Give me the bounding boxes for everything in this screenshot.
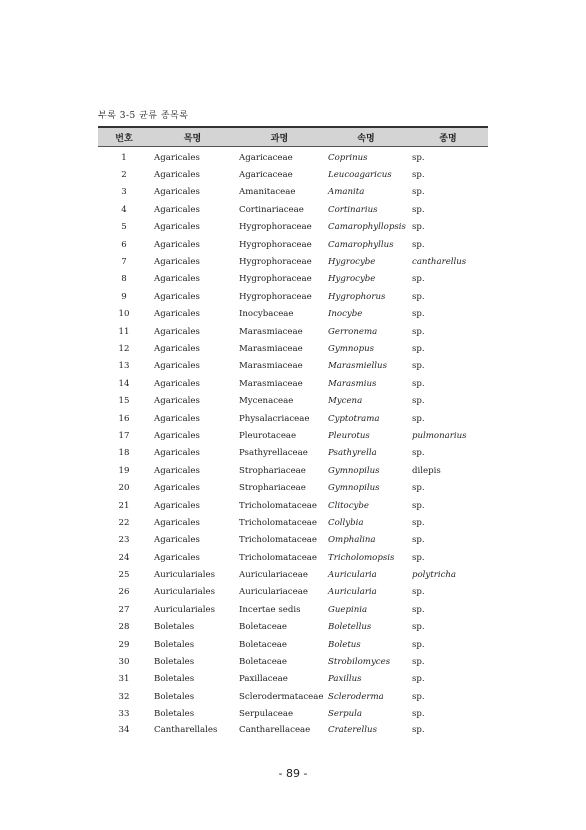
header-order: 목명 bbox=[183, 133, 202, 144]
cell-order: Boletales bbox=[154, 622, 195, 633]
cell-no: 22 bbox=[118, 517, 130, 528]
cell-genus: Psathyrella bbox=[328, 448, 377, 459]
cell-family: Boletaceae bbox=[239, 639, 288, 650]
table-row bbox=[98, 636, 488, 653]
cell-family: Psathyrellaceae bbox=[239, 448, 308, 459]
cell-family: Tricholomataceae bbox=[239, 535, 317, 546]
cell-no: 25 bbox=[118, 570, 130, 581]
cell-family: Auriculariaceae bbox=[239, 570, 308, 581]
cell-species: sp. bbox=[412, 413, 425, 424]
cell-order: Cantharellales bbox=[154, 724, 218, 735]
table-row bbox=[98, 462, 488, 479]
cell-genus: Paxillus bbox=[328, 674, 362, 685]
cell-genus: Gymnopilus bbox=[328, 465, 380, 476]
table-row bbox=[98, 358, 488, 375]
cell-species: sp. bbox=[412, 674, 425, 685]
cell-species: dilepis bbox=[412, 465, 441, 476]
cell-family: Hygrophoraceae bbox=[239, 257, 312, 268]
table-body bbox=[98, 147, 488, 737]
cell-family: Pleurotaceae bbox=[239, 430, 297, 441]
cell-family: Boletaceae bbox=[239, 657, 288, 668]
table-row bbox=[98, 601, 488, 618]
cell-genus: Coprinus bbox=[328, 152, 368, 163]
cell-species: sp. bbox=[412, 724, 425, 735]
cell-no: 18 bbox=[118, 448, 130, 459]
cell-genus: Strobilomyces bbox=[328, 657, 391, 668]
cell-genus: Auricularia bbox=[328, 587, 377, 598]
cell-order: Boletales bbox=[154, 657, 195, 668]
cell-genus: Omphalina bbox=[328, 535, 376, 546]
cell-genus: Craterellus bbox=[328, 724, 377, 735]
cell-no: 27 bbox=[118, 604, 130, 615]
table-row bbox=[98, 688, 488, 705]
cell-family: Strophariaceae bbox=[239, 465, 306, 476]
cell-order: Agaricales bbox=[154, 517, 200, 528]
cell-genus: Gymnopilus bbox=[328, 483, 380, 494]
cell-genus: Marasmius bbox=[328, 378, 377, 389]
cell-order: Boletales bbox=[154, 674, 195, 685]
cell-no: 29 bbox=[118, 639, 130, 650]
cell-no: 24 bbox=[118, 552, 130, 563]
cell-no: 11 bbox=[118, 326, 130, 337]
table-header bbox=[98, 126, 488, 147]
cell-genus: Gerronema bbox=[328, 326, 378, 337]
cell-species: sp. bbox=[412, 343, 425, 354]
cell-order: Agaricales bbox=[154, 465, 200, 476]
cell-species: sp. bbox=[412, 326, 425, 337]
cell-order: Boletales bbox=[154, 691, 195, 702]
table-row bbox=[98, 392, 488, 409]
cell-genus: Marasmiellus bbox=[328, 361, 387, 372]
cell-species: sp. bbox=[412, 657, 425, 668]
table-row bbox=[98, 166, 488, 183]
cell-no: 26 bbox=[118, 587, 130, 598]
cell-genus: Boletus bbox=[328, 639, 361, 650]
cell-family: Marasmiaceae bbox=[239, 378, 303, 389]
table-row bbox=[98, 479, 488, 496]
table-row bbox=[98, 445, 488, 462]
cell-no: 9 bbox=[121, 291, 127, 302]
cell-order: Boletales bbox=[154, 709, 195, 720]
table-row bbox=[98, 323, 488, 340]
table-row bbox=[98, 410, 488, 427]
cell-genus: Collybia bbox=[328, 517, 364, 528]
cell-genus: Amanita bbox=[328, 187, 365, 198]
cell-species: sp. bbox=[412, 152, 425, 163]
cell-genus: Serpula bbox=[328, 709, 362, 720]
cell-family: Cantharellaceae bbox=[239, 724, 311, 735]
table-row bbox=[98, 584, 488, 601]
cell-no: 5 bbox=[121, 222, 127, 233]
cell-genus: Guepinia bbox=[328, 604, 368, 615]
cell-no: 2 bbox=[121, 170, 127, 181]
cell-family: Agaricaceae bbox=[239, 170, 293, 181]
cell-species: sp. bbox=[412, 170, 425, 181]
cell-order: Agaricales bbox=[154, 378, 200, 389]
cell-order: Agaricales bbox=[154, 204, 200, 215]
cell-order: Agaricales bbox=[154, 430, 200, 441]
cell-species: sp. bbox=[412, 239, 425, 250]
cell-no: 8 bbox=[121, 274, 127, 285]
cell-genus: Hygrophorus bbox=[328, 291, 386, 302]
cell-family: Tricholomataceae bbox=[239, 500, 317, 511]
page-number: - 89 - bbox=[278, 767, 308, 780]
cell-family: Auriculariaceae bbox=[239, 587, 308, 598]
table-row bbox=[98, 497, 488, 514]
cell-no: 3 bbox=[121, 187, 127, 198]
cell-order: Agaricales bbox=[154, 239, 200, 250]
cell-order: Agaricales bbox=[154, 483, 200, 494]
cell-order: Agaricales bbox=[154, 274, 200, 285]
cell-order: Agaricales bbox=[154, 291, 200, 302]
cell-genus: Cyptotrama bbox=[328, 413, 380, 424]
cell-order: Auriculariales bbox=[154, 570, 216, 581]
cell-genus: Leucoagaricus bbox=[328, 170, 392, 181]
cell-no: 21 bbox=[118, 500, 130, 511]
cell-family: Amanitaceae bbox=[239, 187, 296, 198]
cell-family: Incertae sedis bbox=[239, 604, 301, 615]
cell-family: Hygrophoraceae bbox=[239, 274, 312, 285]
table-row bbox=[98, 375, 488, 392]
cell-species: pulmonarius bbox=[412, 430, 467, 441]
cell-no: 34 bbox=[118, 724, 130, 735]
cell-species: sp. bbox=[412, 517, 425, 528]
cell-no: 7 bbox=[121, 257, 127, 268]
cell-species: sp. bbox=[412, 535, 425, 546]
cell-order: Agaricales bbox=[154, 222, 200, 233]
cell-genus: Tricholomopsis bbox=[328, 552, 395, 563]
cell-no: 20 bbox=[118, 483, 130, 494]
cell-family: Physalacriaceae bbox=[239, 413, 310, 424]
cell-genus: Cortinarius bbox=[328, 204, 378, 215]
cell-species: cantharellus bbox=[412, 257, 467, 268]
cell-species: sp. bbox=[412, 378, 425, 389]
table-row bbox=[98, 514, 488, 531]
table-row bbox=[98, 706, 488, 723]
cell-order: Auriculariales bbox=[154, 587, 216, 598]
cell-no: 19 bbox=[118, 465, 130, 476]
cell-species: sp. bbox=[412, 691, 425, 702]
cell-genus: Boletellus bbox=[328, 622, 372, 633]
cell-family: Cortinariaceae bbox=[239, 204, 304, 215]
cell-family: Agaricaceae bbox=[239, 152, 293, 163]
cell-no: 17 bbox=[118, 430, 130, 441]
cell-species: sp. bbox=[412, 448, 425, 459]
table-row bbox=[98, 532, 488, 549]
cell-no: 30 bbox=[118, 657, 130, 668]
cell-order: Boletales bbox=[154, 639, 195, 650]
table-row bbox=[98, 427, 488, 444]
cell-family: Marasmiaceae bbox=[239, 343, 303, 354]
cell-family: Hygrophoraceae bbox=[239, 291, 312, 302]
cell-family: Tricholomataceae bbox=[239, 552, 317, 563]
header-genus: 속명 bbox=[357, 133, 375, 144]
cell-genus: Auricularia bbox=[328, 570, 377, 581]
cell-no: 23 bbox=[118, 535, 130, 546]
table-row bbox=[98, 671, 488, 688]
cell-species: sp. bbox=[412, 204, 425, 215]
table-row bbox=[98, 149, 488, 166]
cell-species: sp. bbox=[412, 483, 425, 494]
table-row bbox=[98, 271, 488, 288]
cell-family: Marasmiaceae bbox=[239, 326, 303, 337]
cell-family: Marasmiaceae bbox=[239, 361, 303, 372]
cell-species: sp. bbox=[412, 274, 425, 285]
table-caption: 부록 3-5 균류 종목록 bbox=[98, 111, 189, 121]
cell-family: Boletaceae bbox=[239, 622, 288, 633]
cell-order: Agaricales bbox=[154, 152, 200, 163]
cell-order: Agaricales bbox=[154, 343, 200, 354]
table-row bbox=[98, 236, 488, 253]
table-row bbox=[98, 184, 488, 201]
cell-genus: Mycena bbox=[328, 396, 363, 407]
cell-order: Agaricales bbox=[154, 361, 200, 372]
table-row bbox=[98, 201, 488, 218]
cell-no: 15 bbox=[118, 396, 130, 407]
cell-species: sp. bbox=[412, 604, 425, 615]
cell-order: Agaricales bbox=[154, 413, 200, 424]
species-table bbox=[98, 126, 488, 737]
cell-order: Agaricales bbox=[154, 396, 200, 407]
cell-species: sp. bbox=[412, 187, 425, 198]
cell-order: Agaricales bbox=[154, 187, 200, 198]
cell-genus: Gymnopus bbox=[328, 343, 375, 354]
cell-family: Strophariaceae bbox=[239, 483, 306, 494]
cell-order: Agaricales bbox=[154, 552, 200, 563]
cell-order: Agaricales bbox=[154, 257, 200, 268]
cell-order: Agaricales bbox=[154, 326, 200, 337]
table-row bbox=[98, 653, 488, 670]
cell-genus: Inocybe bbox=[328, 309, 363, 320]
cell-order: Agaricales bbox=[154, 535, 200, 546]
table-row bbox=[98, 219, 488, 236]
cell-family: Paxillaceae bbox=[239, 674, 288, 685]
header-species: 종명 bbox=[439, 133, 457, 144]
cell-no: 6 bbox=[121, 239, 127, 250]
cell-no: 32 bbox=[118, 691, 130, 702]
cell-no: 13 bbox=[118, 361, 130, 372]
cell-species: sp. bbox=[412, 396, 425, 407]
cell-order: Agaricales bbox=[154, 448, 200, 459]
cell-species: sp. bbox=[412, 500, 425, 511]
header-family: 과명 bbox=[270, 133, 289, 144]
cell-no: 31 bbox=[118, 674, 130, 685]
cell-family: Sclerodermataceae bbox=[239, 691, 324, 702]
cell-genus: Clitocybe bbox=[328, 500, 369, 511]
cell-no: 4 bbox=[121, 204, 127, 215]
cell-no: 10 bbox=[118, 309, 130, 320]
cell-species: sp. bbox=[412, 552, 425, 563]
table-row bbox=[98, 306, 488, 323]
cell-no: 12 bbox=[118, 343, 130, 354]
cell-species: sp. bbox=[412, 639, 425, 650]
table-row bbox=[98, 253, 488, 270]
cell-no: 16 bbox=[118, 413, 130, 424]
cell-species: sp. bbox=[412, 361, 425, 372]
cell-species: sp. bbox=[412, 587, 425, 598]
cell-family: Serpulaceae bbox=[239, 709, 294, 720]
cell-species: sp. bbox=[412, 709, 425, 720]
table-row bbox=[98, 340, 488, 357]
cell-genus: Hygrocybe bbox=[328, 274, 376, 285]
cell-no: 28 bbox=[118, 622, 130, 633]
cell-no: 33 bbox=[118, 709, 130, 720]
cell-genus: Camarophyllopsis bbox=[328, 222, 406, 233]
cell-family: Hygrophoraceae bbox=[239, 222, 312, 233]
cell-no: 1 bbox=[121, 152, 127, 163]
table-row bbox=[98, 619, 488, 636]
cell-genus: Hygrocybe bbox=[328, 257, 376, 268]
cell-family: Mycenaceae bbox=[239, 396, 294, 407]
cell-family: Inocybaceae bbox=[239, 309, 294, 320]
cell-order: Auriculariales bbox=[154, 604, 216, 615]
cell-order: Agaricales bbox=[154, 500, 200, 511]
cell-species: sp. bbox=[412, 291, 425, 302]
cell-family: Tricholomataceae bbox=[239, 517, 317, 528]
cell-order: Agaricales bbox=[154, 309, 200, 320]
cell-genus: Pleurotus bbox=[328, 430, 370, 441]
table-row bbox=[98, 566, 488, 583]
header-no: 번호 bbox=[115, 133, 133, 144]
cell-species: sp. bbox=[412, 309, 425, 320]
cell-species: sp. bbox=[412, 222, 425, 233]
cell-family: Hygrophoraceae bbox=[239, 239, 312, 250]
table-row bbox=[98, 288, 488, 305]
cell-genus: Scleroderma bbox=[328, 691, 384, 702]
table-row bbox=[98, 549, 488, 566]
table-row bbox=[98, 723, 488, 737]
cell-genus: Camarophyllus bbox=[328, 239, 394, 250]
cell-species: sp. bbox=[412, 622, 425, 633]
cell-species: polytricha bbox=[412, 570, 457, 581]
cell-order: Agaricales bbox=[154, 170, 200, 181]
cell-no: 14 bbox=[118, 378, 130, 389]
